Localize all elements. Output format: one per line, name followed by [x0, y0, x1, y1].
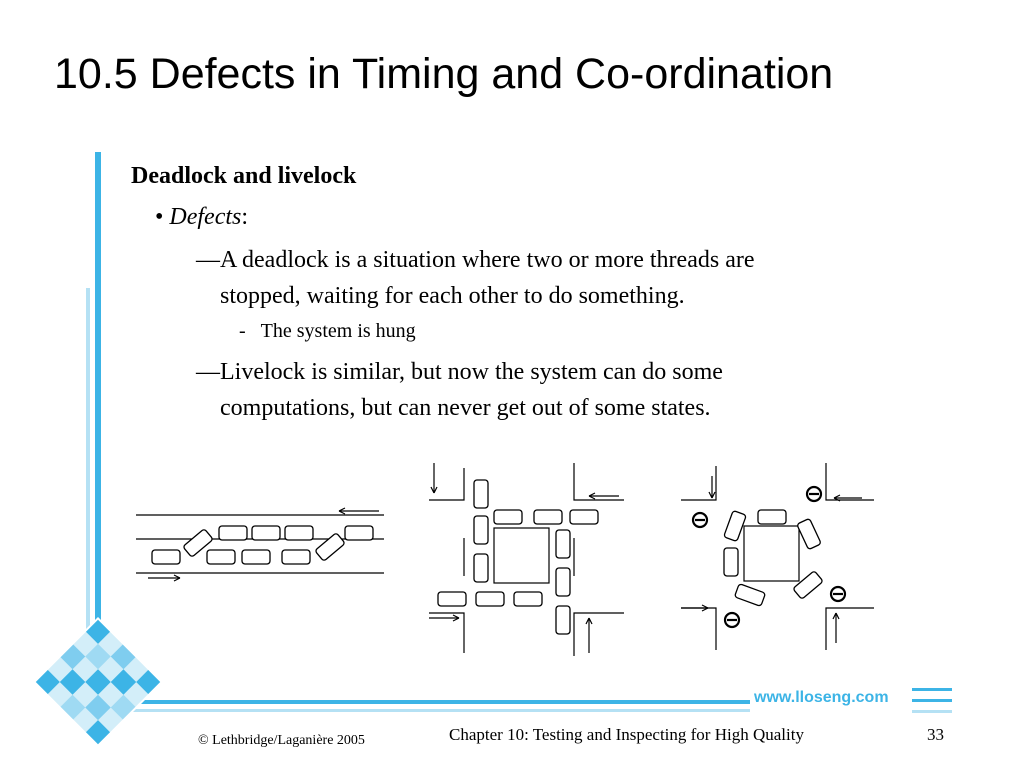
livelock-item	[196, 354, 723, 426]
corner-logo-mosaic	[28, 612, 168, 752]
slide-title: 10.5 Defects in Timing and Co-ordination	[54, 50, 834, 98]
website-link[interactable]: www.lloseng.com	[754, 689, 889, 706]
traffic-jam-road-illustration	[134, 505, 390, 590]
accent-vertical-bar-light	[86, 288, 90, 648]
sub-item-marker: -	[239, 320, 246, 342]
deadlock-line-1: —A deadlock is a situation where two or more threads are	[196, 247, 755, 273]
section-heading: Deadlock and livelock	[131, 163, 357, 189]
accent-right-bar	[912, 688, 952, 691]
sub-item-hung	[239, 320, 416, 343]
bullet-marker: •	[155, 204, 164, 230]
page-number: 33	[927, 725, 944, 744]
livelock-line-1: —Livelock is similar, but now the system can do some	[196, 359, 723, 385]
accent-right-bar	[912, 699, 952, 702]
livelock-intersection-illustration	[676, 458, 876, 658]
accent-horizontal-bar-light	[122, 709, 750, 712]
bullet-defects	[155, 204, 248, 231]
bullet-term: Defects	[169, 204, 242, 230]
deadlock-line-2: stopped, waiting for each other to do something.	[220, 283, 685, 309]
footer-chapter: Chapter 10: Testing and Inspecting for High Quality	[449, 725, 804, 744]
livelock-line-2: computations, but can never get out of some states.	[220, 395, 711, 421]
bullet-colon: :	[241, 204, 249, 230]
sub-item-text: The system is hung	[260, 320, 416, 342]
deadlock-item	[196, 242, 755, 314]
deadlock-intersection-illustration	[424, 458, 624, 663]
accent-horizontal-bar	[122, 700, 750, 704]
footer-copyright: © Lethbridge/Laganière 2005	[198, 733, 365, 748]
accent-right-bar	[912, 710, 952, 713]
